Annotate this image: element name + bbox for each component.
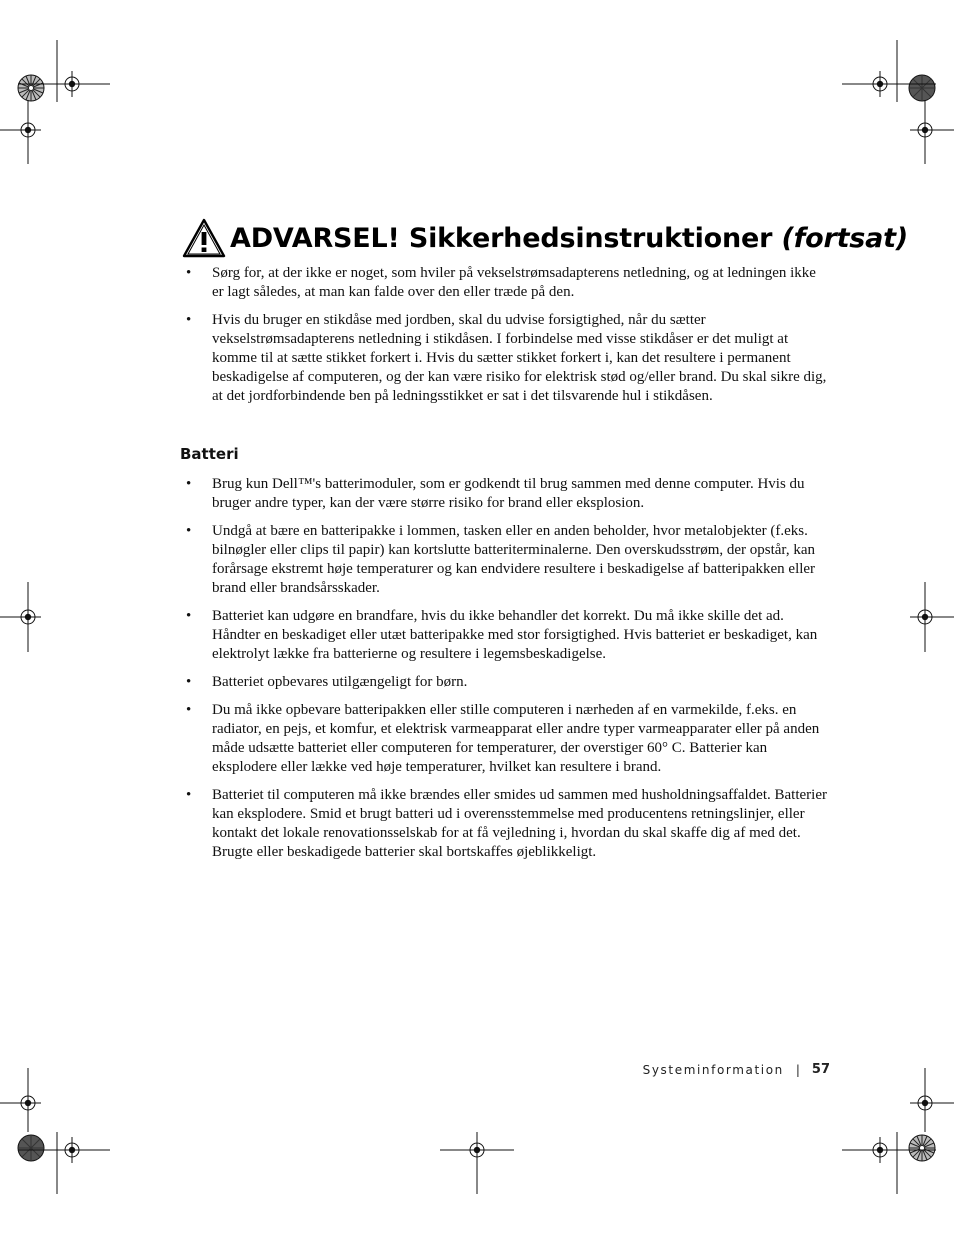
- page-title: [230, 223, 908, 254]
- list-item: [180, 701, 830, 777]
- list-item: [180, 607, 830, 664]
- list-item-text: Brug kun Dell™'s batterimoduler, som er godkendt til brug sammen med denne computer. Hvis du bruger andre typer, kan der være større risiko for brand eller eksplosion.: [212, 476, 805, 511]
- title-main: ADVARSEL! Sikkerhedsinstruktioner: [230, 222, 773, 254]
- battery-bullet-list: [180, 475, 830, 862]
- bullet-mark: •: [186, 312, 192, 328]
- bullet-mark: •: [186, 265, 192, 281]
- list-item-text: Batteriet til computeren må ikke brændes eller smides ud sammen med husholdningsaffaldet. Batterier kan eksplodere. Smid et brugt batteri ud i overensstemmelse med producentens retningslinjer, eller kontakt det lokale renovationsselskab for at få vejledning i, hvordan du skal skaffe dig af med det. Brugte eller beskadigede batterier skal bortskaffes øjeblikkeligt.: [212, 787, 827, 860]
- page-footer: [643, 1062, 830, 1077]
- bullet-mark: •: [186, 787, 192, 803]
- list-item-text: Undgå at bære en batteripakke i lommen, tasken eller en anden beholder, hvor metalobjekter (f.eks. bilnøgler eller clips til papir) kan kortslutte batteriterminalerne. Den overskudsstrøm, der opstår, kan forårsage ekstremt høje temperaturer og kan endvidere resultere i beskadigelse af batteripakken eller brand eller brandsårsskader.: [212, 523, 816, 596]
- intro-bullet-list: [180, 264, 830, 406]
- footer-separator: |: [795, 1062, 800, 1077]
- list-item: [180, 264, 830, 302]
- list-item: [180, 786, 830, 862]
- bullet-mark: •: [186, 608, 192, 624]
- list-item-text: Batteriet opbevares utilgængeligt for børn.: [212, 674, 468, 690]
- footer-section-name: Systeminformation: [642, 1062, 784, 1077]
- section-heading-warning: [182, 216, 908, 260]
- list-item: [180, 673, 830, 692]
- list-item-text: Batteriet kan udgøre en brandfare, hvis du ikke behandler det korrekt. Du må ikke skille det ad. Håndter en beskadiget eller utæt batteripakke med stor forsigtighed. Hvis batteriet er beskadiget, kan elektrolyt lække fra batterierne og resultere i legemsbeskadigelse.: [212, 608, 818, 662]
- page-number: 57: [811, 1062, 830, 1077]
- list-item: [180, 522, 830, 598]
- battery-list-wrapper: [180, 475, 830, 871]
- bullet-mark: •: [186, 674, 192, 690]
- battery-section: [180, 445, 830, 463]
- warning-triangle-icon: [182, 218, 226, 258]
- list-item: [180, 311, 830, 406]
- list-item-text: Du må ikke opbevare batteripakken eller stille computeren i nærheden af en varmekilde, f.eks. en radiator, en pejs, et komfur, et elektrisk varmeapparat eller andre typer varmeapparater eller på anden måde udsætte batteriet eller computeren for temperaturer, der overstiger 60° C. Batterier kan eksplodere eller lække ved høje temperaturer, hvilket kan resultere i brand.: [212, 702, 820, 775]
- battery-heading: Batteri: [180, 445, 239, 463]
- bullet-mark: •: [186, 702, 192, 718]
- bullet-mark: •: [186, 523, 192, 539]
- intro-section: [180, 264, 830, 415]
- title-continued: (fortsat): [781, 222, 909, 254]
- list-item-text: Hvis du bruger en stikdåse med jordben, skal du udvise forsigtighed, når du sætter vekselstrømsadapterens netledning i stikdåsen. I forbindelse med visse stikdåser er det muligt at komme til at sætte stikket forkert i. Hvis du sætter stikket forkert i, kan det resultere i permanent beskadigelse af computeren, og der kan være risiko for elektrisk stød og/eller brand. Du skal sikre dig, at det jordforbindende ben på ledningsstikket er sat i det tilsvarende hul i stikdåsen.: [212, 312, 827, 404]
- list-item-text: Sørg for, at der ikke er noget, som hviler på vekselstrømsadapterens netledning, og at ledningen ikke er lagt således, at man kan falde over den eller træde på den.: [212, 265, 816, 300]
- bullet-mark: •: [186, 476, 192, 492]
- list-item: [180, 475, 830, 513]
